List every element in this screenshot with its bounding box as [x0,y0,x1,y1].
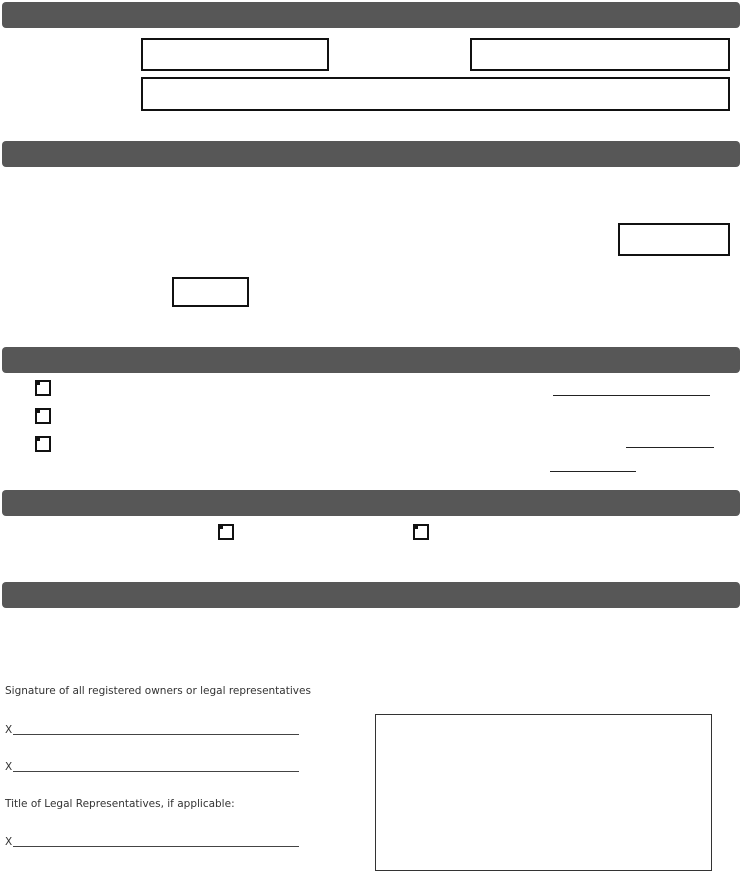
text-field-4[interactable] [618,223,730,256]
section-header-bar-1 [2,2,740,28]
text-field-5[interactable] [172,277,249,307]
checkbox-choice-2[interactable] [413,524,429,540]
section-header-bar-2 [2,141,740,167]
signature-line-3[interactable] [13,846,299,847]
title-label: Title of Legal Representatives, if applicable: [5,798,235,810]
signature-mark-2: X [5,761,13,773]
signature-heading: Signature of all registered owners or legal representatives [5,685,311,697]
fill-line-1[interactable] [553,395,710,396]
signature-line-2[interactable] [13,771,299,772]
fill-line-3[interactable] [550,471,636,472]
stamp-box[interactable] [375,714,712,871]
text-field-1[interactable] [141,38,329,71]
checkbox-option-3[interactable] [35,436,51,452]
section-header-bar-4 [2,490,740,516]
fill-line-2[interactable] [626,447,714,448]
signature-mark-3: X [5,836,13,848]
section-header-bar-3 [2,347,740,373]
text-field-3[interactable] [141,77,730,111]
signature-line-1[interactable] [13,734,299,735]
text-field-2[interactable] [470,38,730,71]
checkbox-choice-1[interactable] [218,524,234,540]
checkbox-option-1[interactable] [35,380,51,396]
checkbox-option-2[interactable] [35,408,51,424]
signature-mark-1: X [5,724,13,736]
section-header-bar-5 [2,582,740,608]
